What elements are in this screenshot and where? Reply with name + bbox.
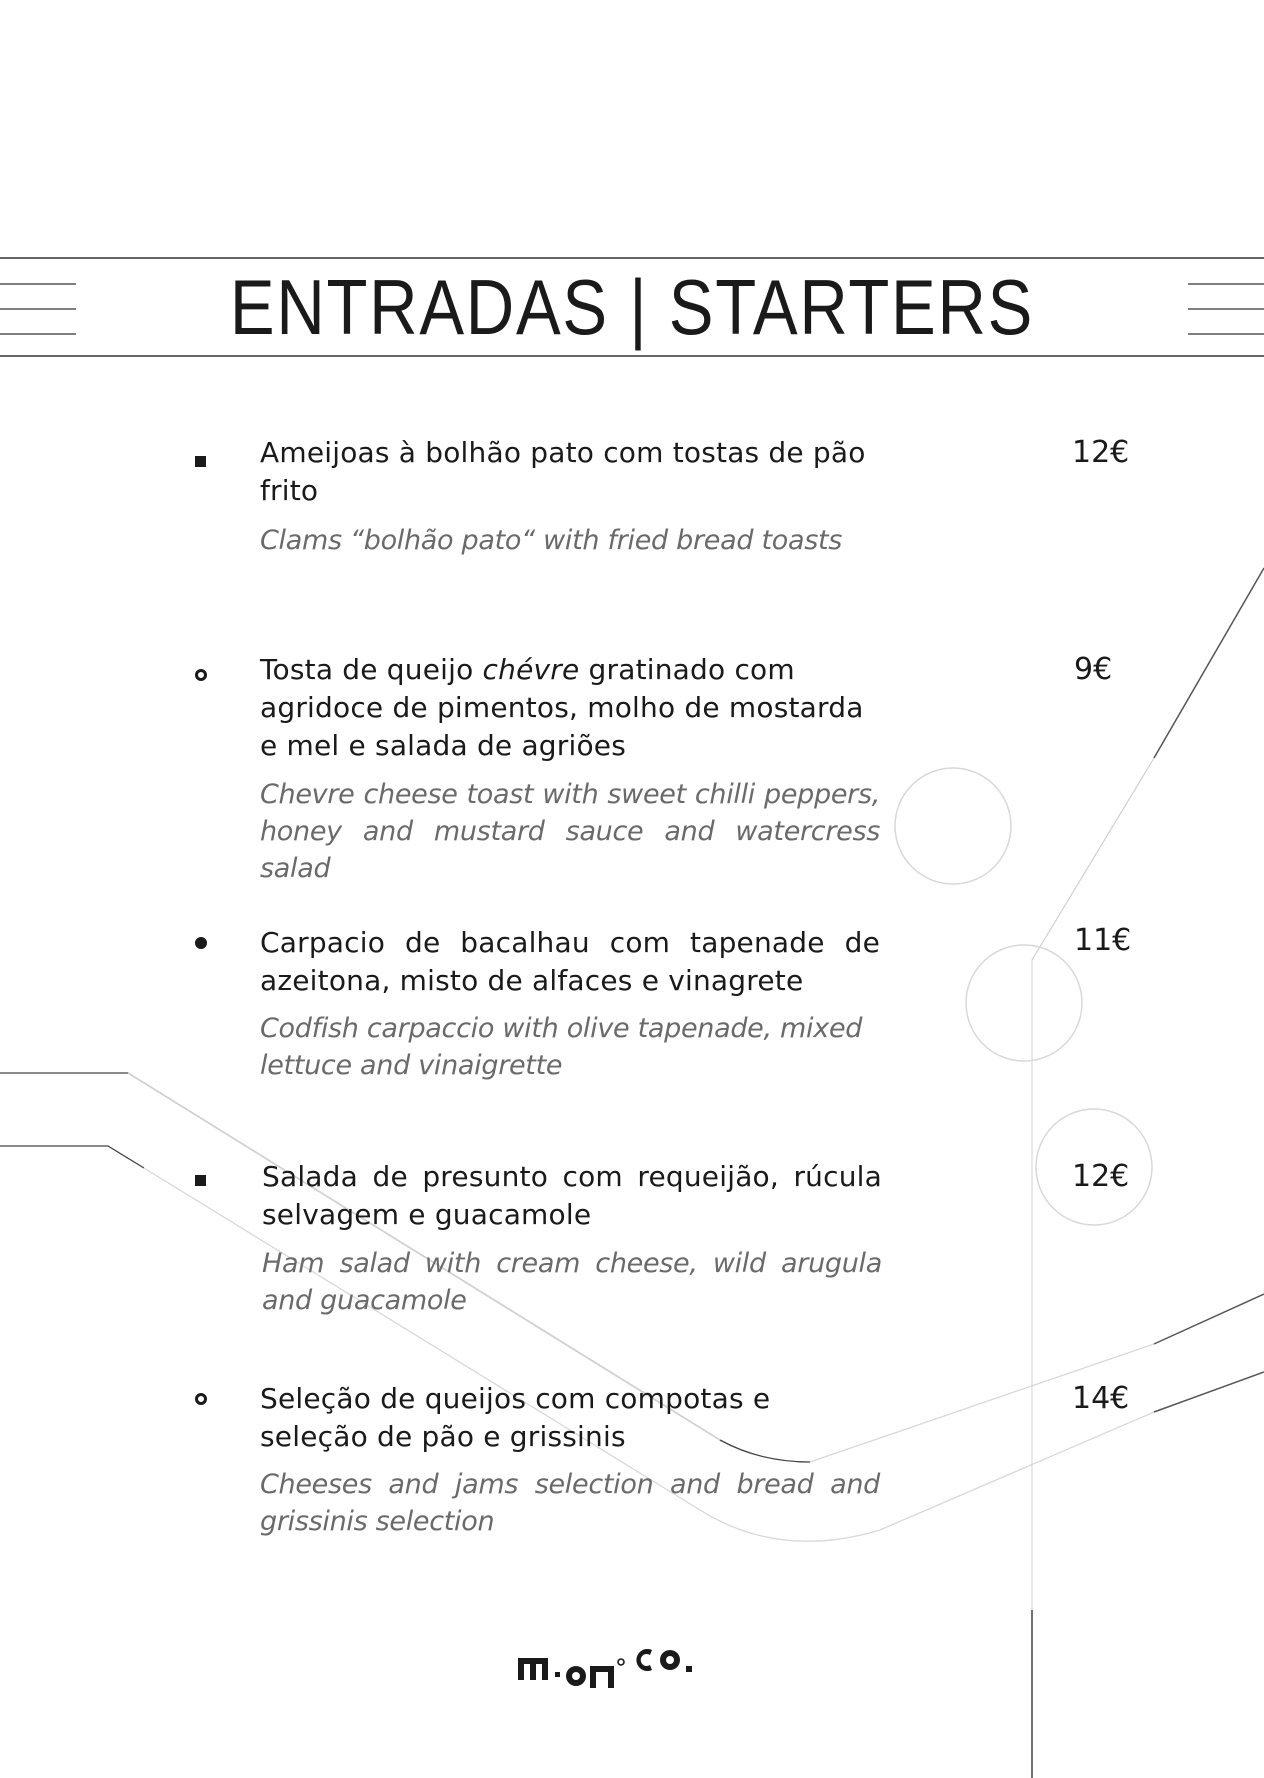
square-bullet-icon (195, 456, 206, 467)
section-header (0, 256, 1264, 356)
item-name-en: Clams “bolhão pato“ with fried bread toasts (260, 525, 843, 556)
item-name-pt: Ameijoas à bolhão pato com tostas de pão frito (260, 436, 866, 507)
ring-bullet-icon (195, 1393, 207, 1405)
item-price: 12€ (1072, 435, 1130, 470)
ring-bullet-icon (195, 669, 207, 681)
item-price: 12€ (1072, 1159, 1130, 1194)
item-name-pt: Carpacio de bacalhau com tapenade de azeitona, misto de alfaces e vinagrete (260, 926, 880, 997)
item-name-en: Ham salad with cream cheese, wild arugula and guacamole (262, 1248, 882, 1316)
square-bullet-icon (195, 1175, 206, 1186)
item-name-en: Codfish carpaccio with olive tapenade, mixed lettuce and vinaigrette (260, 1013, 863, 1081)
dot-bullet-icon (195, 937, 207, 949)
item-name-pt: Tosta de queijo chévre gratinado com agridoce de pimentos, molho de mostarda e mel e salada de agriões (260, 653, 864, 762)
item-name-en: Chevre cheese toast with sweet chilli peppers, honey and mustard sauce and watercress salad (260, 779, 880, 884)
item-price: 14€ (1072, 1381, 1130, 1416)
item-name-pt: Salada de presunto com requeijão, rúcula selvagem e guacamole (262, 1160, 882, 1231)
item-price: 11€ (1074, 923, 1132, 958)
mouco-logo-icon (518, 1640, 758, 1710)
page-title: ENTRADAS | STARTERS (229, 263, 1035, 351)
item-name-en: Cheeses and jams selection and bread and grissinis selection (260, 1469, 880, 1537)
item-price: 9€ (1074, 652, 1113, 687)
item-name-pt: Seleção de queijos com compotas e seleção de pão e grissinis (260, 1382, 771, 1453)
